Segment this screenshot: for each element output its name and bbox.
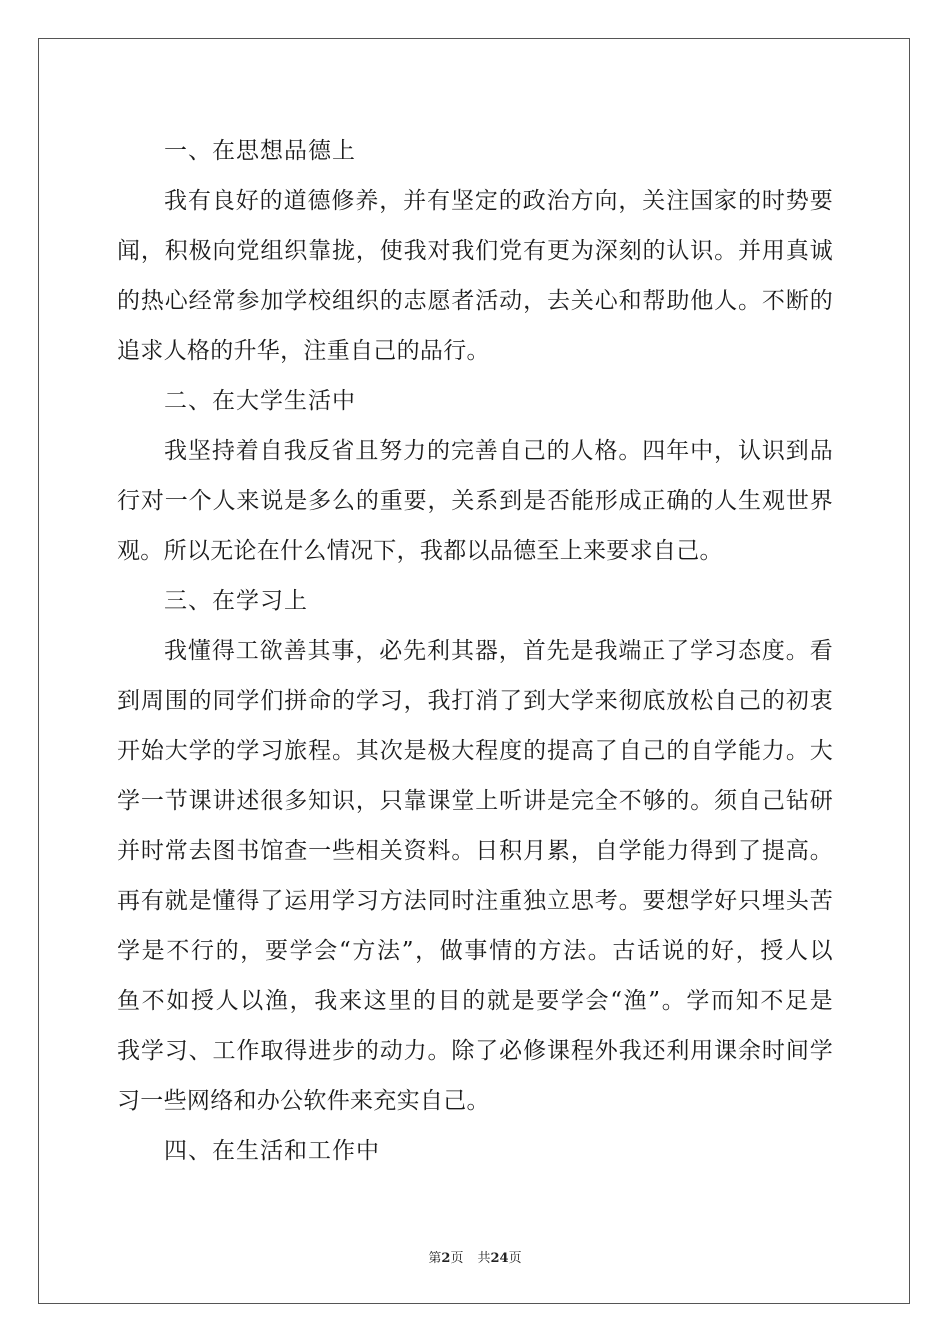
section-study [117, 576, 833, 1126]
paragraph-line: 我有良好的道德修养，并有坚定的政治方向，关注国家的时势要 [164, 188, 833, 214]
paragraph-line: 我懂得工欲善其事，必先利其器，首先是我端正了学习态度。看 [164, 638, 833, 664]
page-footer [0, 1247, 950, 1266]
section-heading: 二、在大学生活中 [164, 388, 356, 414]
section-heading: 三、在学习上 [164, 588, 308, 614]
paragraph-line: 闻，积极向党组织靠拢，使我对我们党有更为深刻的认识。并用真诚 [117, 238, 833, 264]
section-paragraph [117, 426, 833, 576]
paragraph-line: 的热心经常参加学校组织的志愿者活动，去关心和帮助他人。不断的 [117, 288, 833, 314]
paragraph-line: 到周围的同学们拼命的学习，我打消了到大学来彻底放松自己的初衷 [117, 688, 833, 714]
section-heading: 四、在生活和工作中 [164, 1138, 380, 1164]
document-body [117, 126, 833, 1176]
paragraph-line: 学是不行的，要学会“方法”，做事情的方法。古话说的好，授人以 [117, 938, 833, 964]
paragraph-line: 追求人格的升华，注重自己的品行。 [117, 338, 490, 364]
paragraph-line: 学一节课讲述很多知识，只靠课堂上听讲是完全不够的。须自己钻研 [117, 788, 833, 814]
paragraph-line: 我坚持着自我反省且努力的完善自己的人格。四年中，认识到品 [164, 438, 833, 464]
footer-total-suffix: 页 [508, 1251, 522, 1266]
section-moral [117, 126, 833, 376]
paragraph-line: 再有就是懂得了运用学习方法同时注重独立思考。要想学好只埋头苦 [117, 888, 833, 914]
paragraph-line: 习一些网络和办公软件来充实自己。 [117, 1088, 490, 1114]
paragraph-line: 并时常去图书馆查一些相关资料。日积月累，自学能力得到了提高。 [117, 838, 833, 864]
current-page-number: 2 [441, 1251, 451, 1266]
section-paragraph [117, 626, 833, 1126]
footer-page-suffix: 页 [450, 1251, 464, 1266]
section-college-life [117, 376, 833, 576]
total-page-count: 24 [490, 1251, 509, 1266]
paragraph-line: 我学习、工作取得进步的动力。除了必修课程外我还利用课余时间学 [117, 1038, 833, 1064]
section-paragraph [117, 176, 833, 376]
paragraph-line: 开始大学的学习旅程。其次是极大程度的提高了自己的自学能力。大 [117, 738, 833, 764]
paragraph-line: 行对一个人来说是多么的重要，关系到是否能形成正确的人生观世界 [117, 488, 833, 514]
section-life-work [117, 1126, 833, 1176]
footer-prefix: 第 [428, 1251, 442, 1266]
paragraph-line: 观。所以无论在什么情况下，我都以品德至上来要求自己。 [117, 538, 723, 564]
paragraph-line: 鱼不如授人以渔，我来这里的目的就是要学会“渔”。学而知不足是 [117, 988, 833, 1014]
footer-total-prefix: 共 [477, 1251, 491, 1266]
section-heading: 一、在思想品德上 [164, 138, 356, 164]
